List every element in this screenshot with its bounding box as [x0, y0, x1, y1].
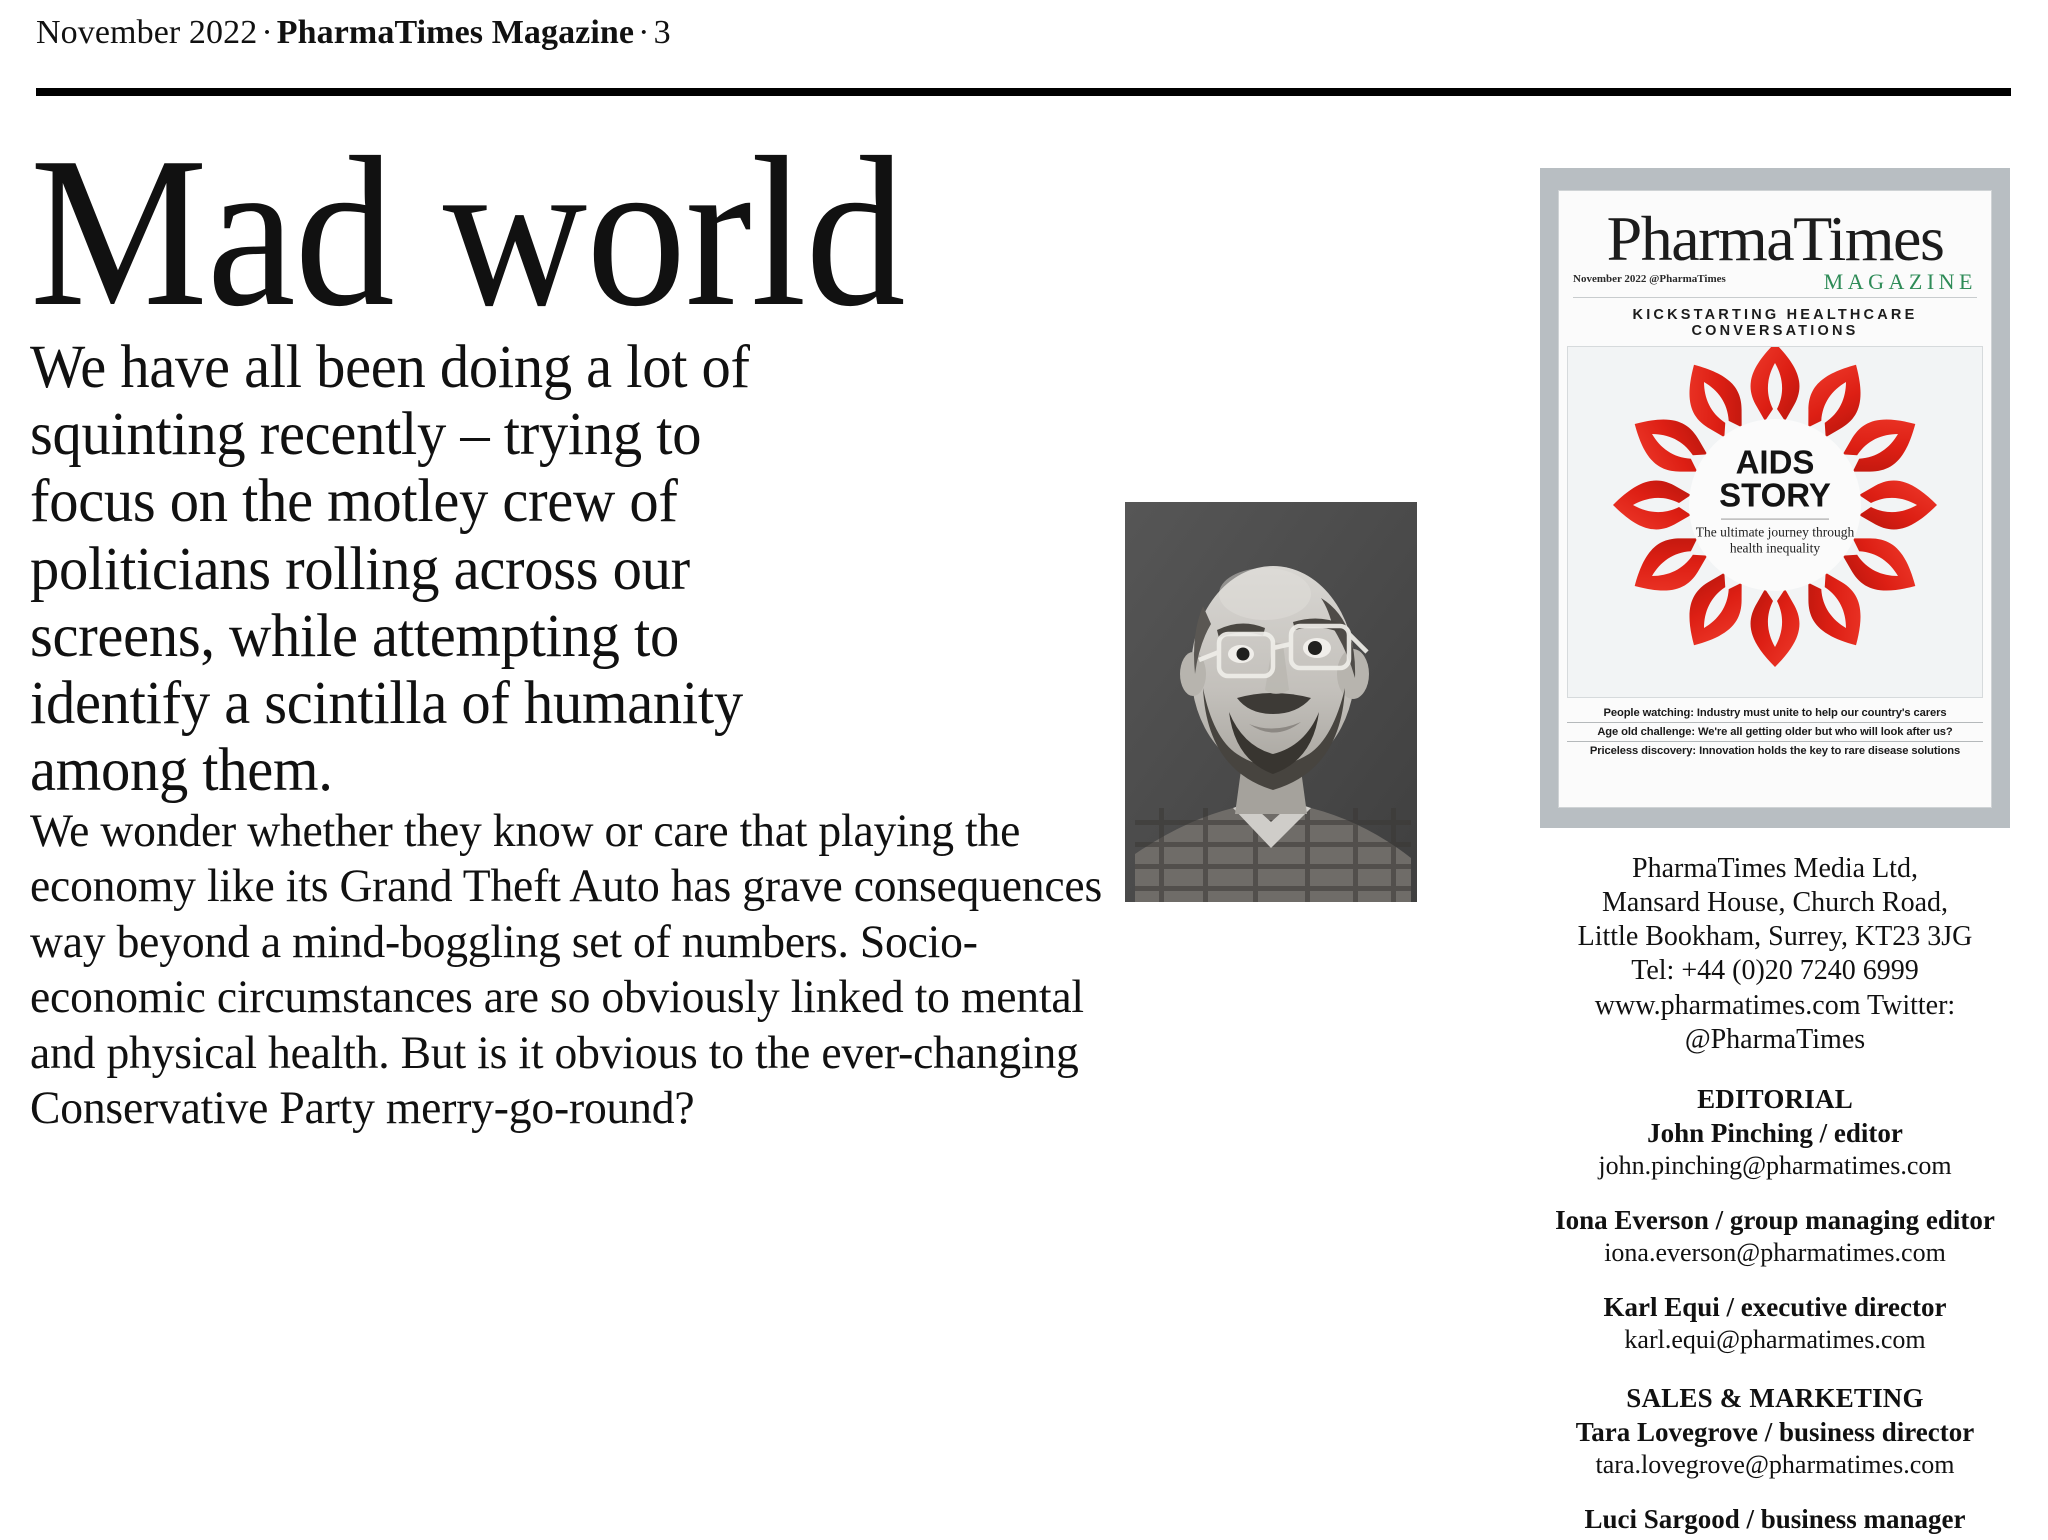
staff-name: Karl Equi / executive director: [1603, 1292, 1947, 1323]
cover-masthead-row: [1573, 271, 1977, 298]
header-separator-1: ·: [261, 14, 273, 51]
cover-teaser-list: [1567, 704, 1983, 760]
cover-feature-title-line1: AIDS: [1735, 443, 1815, 481]
aids-ribbon-ring-illustration: [1568, 347, 1982, 697]
staff-email[interactable]: tara.lovegrove@pharmatimes.com: [1595, 1449, 1955, 1479]
article-body-paragraph: We wonder whether they know or care that playing the economy like its Grand Theft Auto has grave consequences way beyond a mind-boggling set of numbers. Socio-economic circumstances are so obviously linked to mental and physical health. But is it obvious to the ever-changing Conservative Party merry-go-round?: [30, 804, 1103, 1135]
sidebar-column: [1540, 168, 2020, 1536]
magazine-cover-inner: [1558, 190, 1992, 808]
cover-teaser-item: Priceless discovery: Innovation holds the key to rare disease solutions: [1589, 745, 1961, 757]
article-standfirst: We have all been doing a lot of squinting recently – trying to focus on the motley crew of politicians rolling across our screens, while attempting to identify a scintilla of humanity among them.: [30, 334, 750, 804]
staff-name: Luci Sargood / business manager: [1584, 1504, 1966, 1535]
staff-entry: [1540, 1291, 2010, 1356]
running-head: [36, 14, 2011, 51]
portrait-illustration: [1125, 502, 1417, 902]
publisher-address-block: [1540, 852, 2010, 1057]
colophon: [1540, 852, 2010, 1536]
page-header: [36, 14, 2011, 94]
cover-feature-subtitle: The ultimate journey through health inequality: [1695, 524, 1855, 556]
cover-artwork: [1567, 346, 1983, 698]
publication-name: PharmaTimes Magazine: [276, 14, 635, 51]
cover-teaser-item: Age old challenge: We're all getting older but who will look after us?: [1567, 723, 1983, 742]
website-line: www.pharmatimes.com Twitter:: [1594, 989, 1956, 1021]
staff-email[interactable]: karl.equi@pharmatimes.com: [1624, 1324, 1926, 1354]
address-line: PharmaTimes Media Ltd,: [1632, 853, 1918, 884]
header-separator-2: ·: [638, 14, 650, 51]
cover-masthead: PharmaTimes: [1606, 203, 1944, 274]
issue-date: November 2022: [36, 14, 258, 51]
sales-marketing-section: [1540, 1382, 2010, 1536]
staff-entry: [1540, 1416, 2010, 1481]
twitter-handle: @PharmaTimes: [1684, 1023, 1866, 1055]
staff-entry: [1540, 1204, 2010, 1269]
page-number: 3: [653, 14, 671, 51]
address-line: Little Bookham, Surrey, KT23 3JG: [1577, 921, 1973, 953]
cover-magazine-word: MAGAZINE: [1823, 269, 1977, 294]
header-rule: [36, 88, 2011, 96]
cover-teaser-item: People watching: Industry must unite to help our country's carers: [1567, 704, 1983, 723]
address-line: Mansard House, Church Road,: [1601, 887, 1949, 919]
staff-name: John Pinching / editor: [1647, 1117, 1903, 1148]
cover-tagline: KICKSTARTING HEALTHCARE CONVERSATIONS: [1632, 307, 1918, 339]
cover-issue-line: November 2022 @PharmaTimes: [1573, 273, 1726, 285]
section-title-sales-marketing: SALES & MARKETING: [1626, 1383, 1924, 1414]
article-headline: Mad world: [30, 112, 905, 351]
editorial-section: [1540, 1083, 2010, 1356]
section-title-editorial: EDITORIAL: [1697, 1083, 1853, 1114]
magazine-cover-thumbnail[interactable]: [1540, 168, 2010, 828]
staff-entry: [1540, 1117, 2010, 1182]
staff-name: Tara Lovegrove / business director: [1575, 1416, 1975, 1447]
cover-feature-title-line2: STORY: [1719, 476, 1831, 514]
staff-email[interactable]: iona.everson@pharmatimes.com: [1604, 1237, 1946, 1267]
staff-name: Iona Everson / group managing editor: [1555, 1204, 1995, 1235]
phone-line: Tel: +44 (0)20 7240 6999: [1631, 955, 1919, 987]
author-portrait-photo: [1125, 502, 1417, 902]
staff-email[interactable]: john.pinching@pharmatimes.com: [1598, 1150, 1952, 1180]
staff-entry: [1540, 1503, 2010, 1536]
